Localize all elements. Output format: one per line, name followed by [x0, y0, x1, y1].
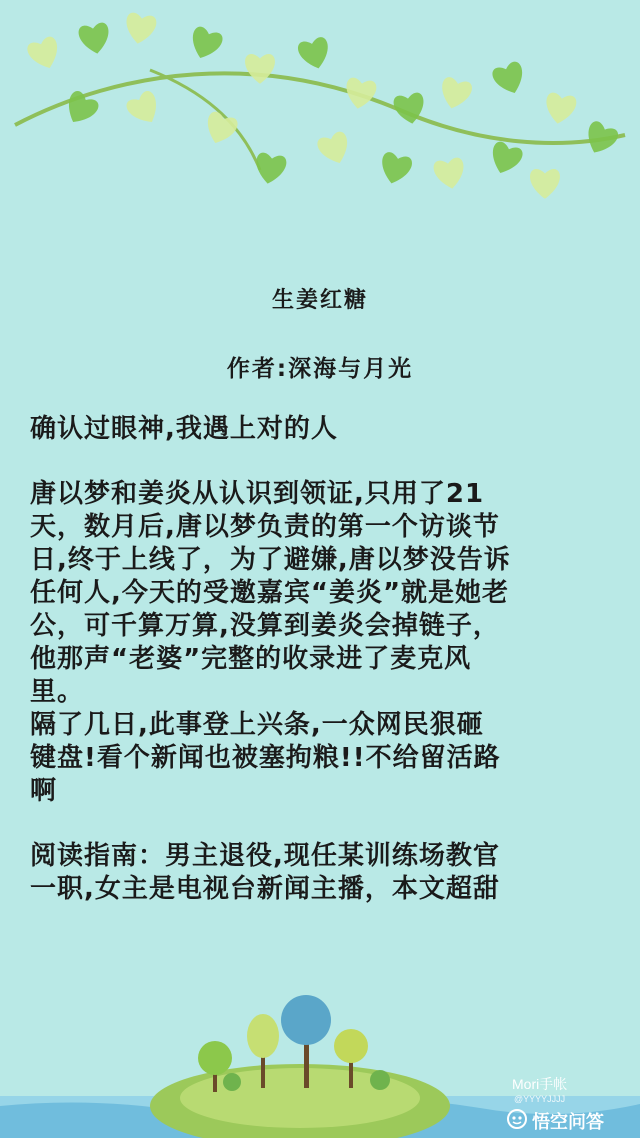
leaf-icon [253, 152, 288, 187]
watermark-handle: @YYYYJJJJ [514, 1094, 566, 1104]
reading-guide: 阅读指南：男主退役,现任某训练场教官 一职,女主是电视台新闻主播，本文超甜 [30, 841, 500, 904]
author-line: 作者:深海与月光 [226, 356, 414, 382]
article-title: 生姜红糖 [271, 288, 368, 313]
leaf-icon [343, 77, 378, 112]
leaf-icon [392, 92, 427, 127]
leaf-icon [186, 25, 224, 63]
leaf-icon [77, 22, 112, 57]
leaf-icon [543, 92, 578, 127]
watermark-brand: Mori手帐 [512, 1076, 568, 1092]
watermark [502, 1070, 622, 1132]
leaf-icon [124, 89, 165, 130]
leaf-icon [486, 140, 524, 178]
leaf-icon [60, 89, 101, 130]
watermark-site: 悟空问答 [532, 1112, 604, 1132]
tagline: 确认过眼神,我遇上对的人 [30, 414, 338, 444]
leaf-icon [581, 119, 621, 159]
wukong-logo-icon [506, 1108, 528, 1130]
leaf-icon [296, 36, 333, 73]
leaf-icon [432, 157, 467, 192]
leaf-icon [490, 60, 528, 98]
leaf-icon [530, 169, 560, 199]
leaf-icon [377, 151, 414, 188]
leaf-icon [245, 54, 275, 84]
leaf-icon [437, 76, 474, 113]
synopsis-paragraph: 唐以梦和姜炎从认识到领证,只用了21 天，数月后,唐以梦负责的第一个访谈节 日,终于上线了，为了避嫌,唐以梦没告诉 任何人,今天的受邀嘉宾“姜炎”就是她老 公，可千算万算,没算到姜炎会掉链子， 他那声“老婆”完整的收录进了麦克风 里。 隔了几日,此事登上兴条,一众网民狠砸 键盘!看个新闻也被塞拘粮!!不给留活路 啊 [30, 479, 511, 806]
leaf-icon [123, 12, 158, 47]
vine-illustration [0, 0, 640, 230]
leaf-icon [25, 35, 63, 73]
leaf-icon [201, 110, 239, 148]
leaf-icon [315, 130, 353, 168]
